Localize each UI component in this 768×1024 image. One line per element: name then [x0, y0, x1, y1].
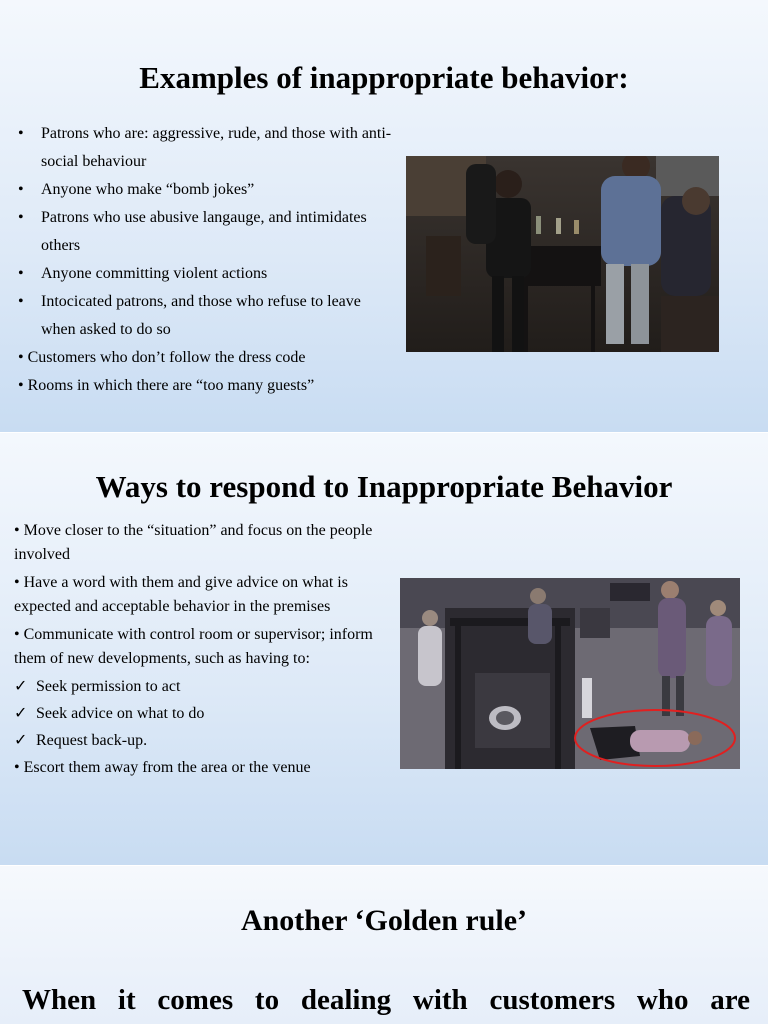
- checkmark-icon: ✓: [14, 705, 28, 722]
- check-item: ✓ Request back-up.: [14, 727, 400, 754]
- bullet-dot-icon: •: [18, 265, 24, 282]
- list-item: • Intocicated patrons, and those who refuse to leave when asked to do so: [16, 288, 396, 344]
- list-item: • Rooms in which there are “too many guests”: [18, 377, 315, 394]
- bullet-dot-icon: •: [18, 181, 24, 198]
- slide1-title: Examples of inappropriate behavior:: [139, 60, 629, 95]
- list-item: • Escort them away from the area or the venue: [14, 759, 311, 776]
- cctv-bar-scuffle-photo: [406, 156, 719, 352]
- cctv-venue-incident-photo: [400, 578, 740, 769]
- bullet-dot-icon: •: [18, 125, 24, 142]
- list-item: • Patrons who use abusive langauge, and intimidates others: [16, 204, 396, 260]
- list-item: • Communicate with control room or supervisor; inform them of new developments, such as having to:: [14, 626, 373, 667]
- check-item: ✓ Seek permission to act: [14, 673, 400, 700]
- slide1-bullet-list: [16, 120, 396, 400]
- slide3-body-text: When it comes to dealing with customers who are: [22, 984, 750, 1016]
- cctv-bar-scuffle-image: [406, 156, 719, 352]
- check-item: ✓ Seek advice on what to do: [14, 700, 400, 727]
- slide2-body: [14, 519, 400, 781]
- checkmark-icon: ✓: [14, 732, 28, 749]
- bullet-dot-icon: •: [18, 293, 24, 310]
- slide-inappropriate-behavior: [0, 0, 768, 432]
- slide3-title: Another ‘Golden rule’: [240, 904, 528, 937]
- list-item: • Have a word with them and give advice on what is expected and acceptable behavior in the premises: [14, 574, 348, 615]
- checkmark-icon: ✓: [14, 678, 28, 695]
- list-item: • Anyone committing violent actions: [16, 260, 396, 288]
- cctv-venue-incident-image: [400, 578, 740, 769]
- list-item: • Customers who don’t follow the dress code: [18, 349, 306, 366]
- slide-golden-rule: [0, 866, 768, 1024]
- slide-ways-to-respond: [0, 433, 768, 865]
- list-item: • Anyone who make “bomb jokes”: [16, 176, 396, 204]
- list-item: • Move closer to the “situation” and focus on the people involved: [14, 522, 373, 563]
- list-item: • Patrons who are: aggressive, rude, and those with anti-social behaviour: [16, 120, 396, 176]
- slide2-title: Ways to respond to Inappropriate Behavior: [95, 469, 673, 504]
- bullet-dot-icon: •: [18, 209, 24, 226]
